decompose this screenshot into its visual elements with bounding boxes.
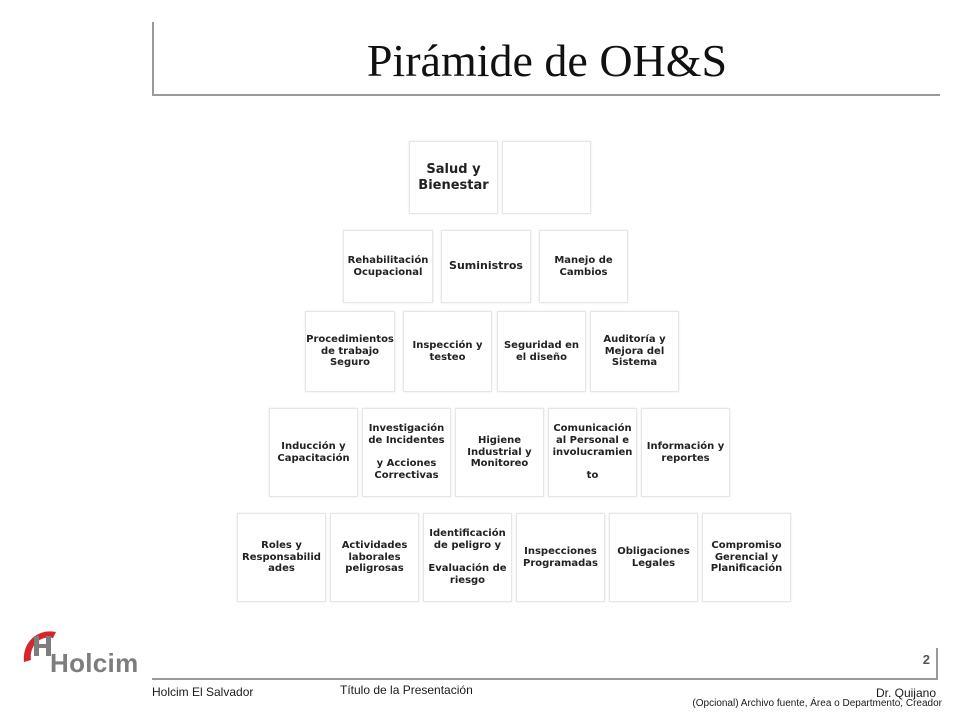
pyramid-box-obligaciones (609, 513, 698, 602)
pyramid-box-label: Actividades laborales peligrosas (341, 539, 408, 575)
pyramid-box-label: Investigación de Incidentes y Acciones Correctivas (368, 423, 445, 482)
pyramid-box-label: Seguridad en el diseño (503, 339, 580, 363)
pyramid-box-label: Rehabilitación Ocupacional (347, 254, 429, 278)
title-bottom-rule (152, 94, 940, 96)
pyramid-box-label: Identificación de peligro y Evaluación de riesgo (428, 528, 507, 587)
pyramid-box-label: Comunicación al Personal e involucramien to (552, 423, 633, 482)
pyramid-box-label: Roles y Responsabilid ades (242, 539, 321, 575)
pyramid-box-induccion (269, 408, 358, 497)
logo-wordmark: Holcim (50, 648, 139, 678)
pyramid-box-procedimientos (305, 311, 395, 392)
pyramid-box-investigacion (362, 408, 451, 497)
footer-author: Dr. Quijano (875, 686, 936, 700)
pyramid-box-salud-bienestar (409, 141, 498, 214)
pyramid-box-label: Manejo de Cambios (554, 254, 613, 278)
footer-right-rule (936, 648, 938, 680)
pyramid-box-label: Procedimientos de trabajo Seguro (306, 333, 394, 369)
pyramid-box-label: Inducción y Capacitación (277, 440, 350, 464)
pyramid-box-auditoria (590, 311, 679, 392)
pyramid-box-inspeccion-testeo (403, 311, 492, 392)
page-number: 2 (922, 652, 930, 667)
pyramid-box-comunicacion (548, 408, 637, 497)
pyramid-box-label: Auditoría y Mejora del Sistema (603, 333, 666, 369)
pyramid-box-seguridad-diseno (497, 311, 586, 392)
pyramid-box-roles (237, 513, 326, 602)
footer-presentation-title: Título de la Presentación (340, 683, 473, 697)
pyramid-box-label: Información y reportes (646, 440, 725, 464)
footer-rule (152, 678, 938, 680)
pyramid-box-label: Obligaciones Legales (617, 545, 690, 569)
pyramid-box-label: Inspecciones Programadas (523, 545, 598, 569)
pyramid-box-empty (502, 141, 591, 214)
footer-source-note: (Opcional) Archivo fuente, Área o Departmento, Creador (692, 698, 942, 709)
pyramid-box-label: Higiene Industrial y Monitoreo (467, 434, 532, 470)
pyramid-box-higiene (455, 408, 544, 497)
pyramid-box-label: Inspección y testeo (412, 339, 483, 363)
pyramid-box-identificacion (423, 513, 512, 602)
pyramid-box-manejo-cambios (539, 230, 628, 303)
pyramid-box-compromiso (702, 513, 791, 602)
pyramid-box-suministros (441, 230, 531, 303)
pyramid-box-label: Suministros (449, 259, 523, 273)
pyramid-box-inspecciones (516, 513, 605, 602)
pyramid-box-label: Salud y Bienestar (418, 162, 489, 193)
pyramid-box-informacion (641, 408, 730, 497)
pyramid-box-actividades (330, 513, 419, 602)
pyramid-box-rehabilitacion (343, 230, 433, 303)
footer-company: Holcim El Salvador (152, 685, 254, 699)
pyramid-box-label: Compromiso Gerencial y Planificación (710, 539, 783, 575)
page-title: Pirámide de OH&S (366, 35, 728, 86)
